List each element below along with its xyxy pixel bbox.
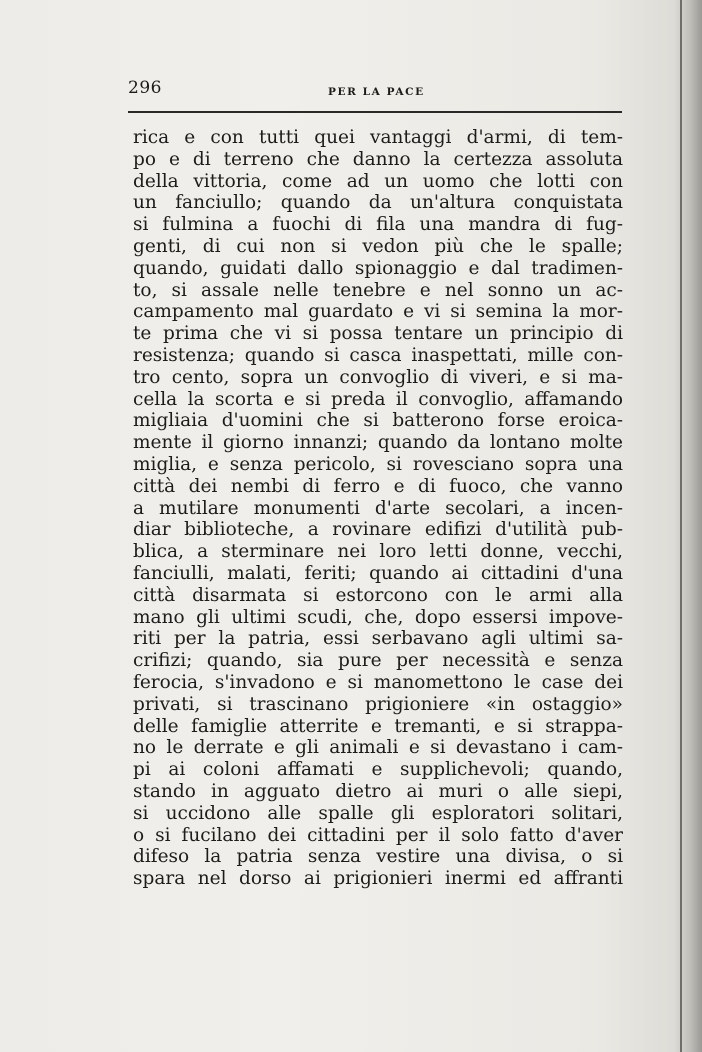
- text-line: della vittoria, come ad un uomo che lotti con: [133, 170, 623, 192]
- header-rule: [128, 111, 622, 113]
- body-text: [133, 127, 623, 890]
- page-number: 296: [128, 78, 162, 98]
- text-line: quando, guidati dallo spionaggio e dal tradimen-: [133, 257, 623, 279]
- text-line: blica, a sterminare nei loro letti donne, vecchi,: [133, 541, 623, 563]
- text-line: difeso la patria senza vestire una divisa, o si: [133, 846, 623, 868]
- text-line: to, si assale nelle tenebre e nel sonno un ac-: [133, 279, 623, 301]
- text-line: riti per la patria, essi serbavano agli ultimi sa-: [133, 628, 623, 650]
- text-line: ferocia, s'invadono e si manomettono le case dei: [133, 671, 623, 693]
- text-line: diar biblioteche, a rovinare edifizi d'utilità pub-: [133, 519, 623, 541]
- text-line: città dei nembi di ferro e di fuoco, che vanno: [133, 475, 623, 497]
- text-line: mano gli ultimi scudi, che, dopo essersi impove-: [133, 606, 623, 628]
- text-line: pi ai coloni affamati e supplichevoli; quando,: [133, 759, 623, 781]
- text-line: spara nel dorso ai prigionieri inermi ed affranti: [133, 868, 623, 890]
- text-line: si uccidono alle spalle gli esploratori solitari,: [133, 802, 623, 824]
- text-line: o si fucilano dei cittadini per il solo fatto d'aver: [133, 824, 623, 846]
- text-line: a mutilare monumenti d'arte secolari, a incen-: [133, 497, 623, 519]
- text-line: te prima che vi si possa tentare un principio di: [133, 323, 623, 345]
- text-line: delle famiglie atterrite e tremanti, e si strappa-: [133, 715, 623, 737]
- text-line: migliaia d'uomini che si batterono forse eroica-: [133, 410, 623, 432]
- text-line: genti, di cui non si vedon più che le spalle;: [133, 235, 623, 257]
- page-header: [128, 78, 622, 104]
- text-line: un fanciullo; quando da un'altura conquistata: [133, 192, 623, 214]
- text-line: città disarmata si estorcono con le armi alla: [133, 584, 623, 606]
- text-line: po e di terreno che danno la certezza assoluta: [133, 148, 623, 170]
- text-line: si fulmina a fuochi di fila una mandra di fug-: [133, 214, 623, 236]
- book-spine-shadow: [674, 0, 702, 1052]
- text-line: no le derrate e gli animali e si devastano i cam-: [133, 737, 623, 759]
- text-line: cella la scorta e si preda il convoglio, affamando: [133, 388, 623, 410]
- page-edge-line: [680, 0, 682, 1052]
- text-line: tro cento, sopra un convoglio di viveri, e si ma-: [133, 366, 623, 388]
- text-line: campamento mal guardato e vi si semina la mor-: [133, 301, 623, 323]
- text-line: crifizi; quando, sia pure per necessità e senza: [133, 650, 623, 672]
- text-line: resistenza; quando si casca inaspettati, mille con-: [133, 344, 623, 366]
- text-line: rica e con tutti quei vantaggi d'armi, di tem-: [133, 127, 623, 148]
- text-line: privati, si trascinano prigioniere «in ostaggio»: [133, 693, 623, 715]
- running-head: PER LA PACE: [328, 86, 425, 98]
- text-line: fanciulli, malati, feriti; quando ai cittadini d'una: [133, 562, 623, 584]
- text-line: stando in agguato dietro ai muri o alle siepi,: [133, 780, 623, 802]
- text-line: miglia, e senza pericolo, si rovesciano sopra una: [133, 453, 623, 475]
- text-line: mente il giorno innanzi; quando da lontano molte: [133, 432, 623, 454]
